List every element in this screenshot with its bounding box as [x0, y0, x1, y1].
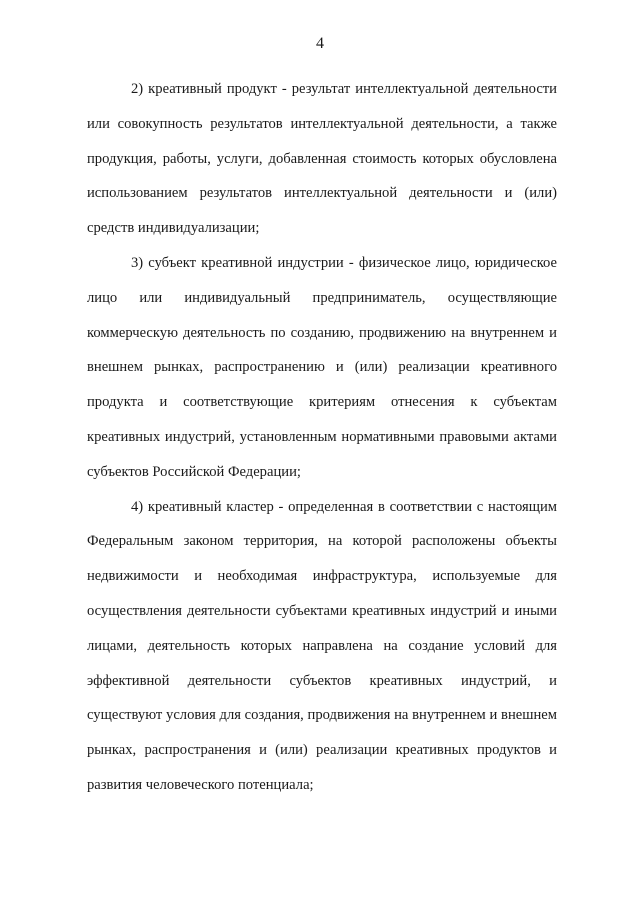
- paragraph-creative-industry-subject: 3) субъект креативной индустрии - физическое лицо, юридическое лицо или индивидуальный предприниматель, осуществляющие коммерческую деятельность по созданию, продвижению на внутреннем и внешнем рынках, распространению и (или) реализации креативного продукта и соответствующие критериям отнесения к субъектам креативных индустрий, установленным нормативными правовыми актами субъектов Российской Федерации;: [87, 254, 557, 480]
- paragraph-creative-cluster: 4) креативный кластер - определенная в соответствии с настоящим Федеральным законом территория, на которой расположены объекты недвижимости и необходимая инфраструктура, используемые для осуществления деятельности субъектами креативных индустрий и иными лицами, деятельность которых направлена на создание условий для эффективной деятельности субъектов креативных индустрий, и существуют условия для создания, продвижения на внутреннем и внешнем рынках, распространения и (или) реализации креативных продуктов и развития человеческого потенциала;: [87, 498, 557, 793]
- paragraph-creative-product: 2) креативный продукт - результат интеллектуальной деятельности или совокупность результатов интеллектуальной деятельности, а также продукция, работы, услуги, добавленная стоимость которых обусловлена использованием результатов интеллектуальной деятельности и (или) средств индивидуализации;: [87, 81, 557, 237]
- page-number: 4: [316, 35, 324, 52]
- document-body: [87, 72, 557, 803]
